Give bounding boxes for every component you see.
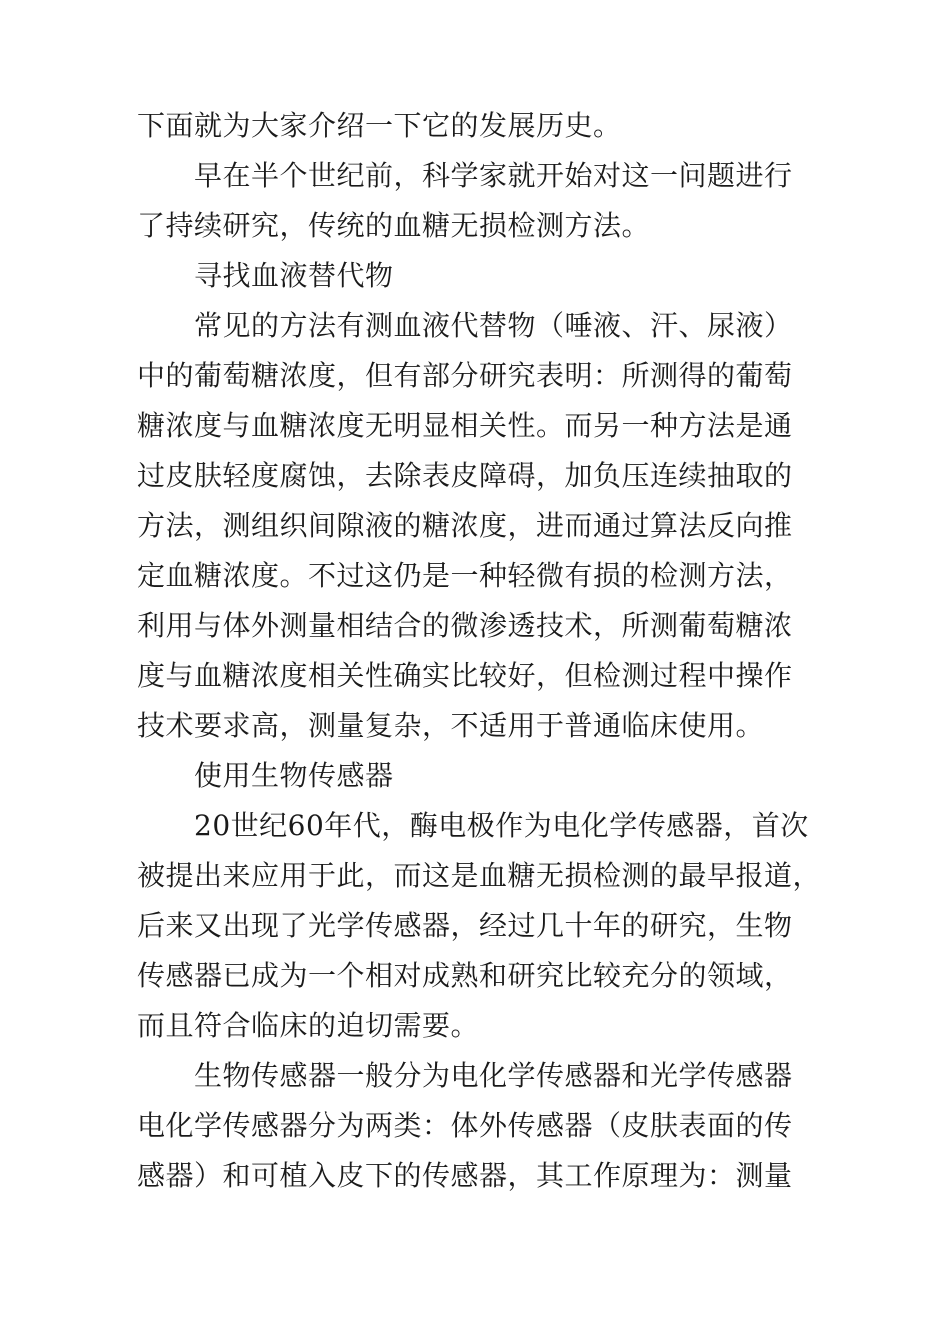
text-line: 过皮肤轻度腐蚀，去除表皮障碍，加负压连续抽取的 [137,459,793,492]
text-line: 后来又出现了光学传感器，经过几十年的研究，生物 [137,909,793,942]
text-line: 生物传感器一般分为电化学传感器和光学传感器 [194,1059,793,1092]
text-line: 被提出来应用于此，而这是血糖无损检测的最早报道， [137,859,822,892]
text-line: 早在半个世纪前，科学家就开始对这一问题进行 [194,159,793,192]
text-line: 而且符合临床的迫切需要。 [137,1009,480,1042]
text-line: 糖浓度与血糖浓度无明显相关性。而另一种方法是通 [137,409,793,442]
section-heading: 使用生物传感器 [194,759,394,792]
text-line: 下面就为大家介绍一下它的发展历史。 [137,109,622,142]
text-line: 技术要求高，测量复杂，不适用于普通临床使用。 [137,709,765,742]
text-line: 20世纪60年代，酶电极作为电化学传感器，首次 [194,809,809,842]
text-line: 了持续研究，传统的血糖无损检测方法。 [137,209,651,242]
text-line: 感器）和可植入皮下的传感器，其工作原理为：测量 [137,1159,793,1192]
text-line: 方法，测组织间隙液的糖浓度，进而通过算法反向推 [137,509,793,542]
text-line: 中的葡萄糖浓度，但有部分研究表明：所测得的葡萄 [137,359,793,392]
text-line: 度与血糖浓度相关性确实比较好，但检测过程中操作 [137,659,793,692]
text-line: 电化学传感器分为两类：体外传感器（皮肤表面的传 [137,1109,793,1142]
text-line: 常见的方法有测血液代替物（唾液、汗、尿液） [194,309,793,342]
text-line: 传感器已成为一个相对成熟和研究比较充分的领域， [137,959,793,992]
text-line: 利用与体外测量相结合的微渗透技术，所测葡萄糖浓 [137,609,793,642]
text-line: 定血糖浓度。不过这仍是一种轻微有损的检测方法， [137,559,793,592]
section-heading: 寻找血液替代物 [194,259,394,292]
